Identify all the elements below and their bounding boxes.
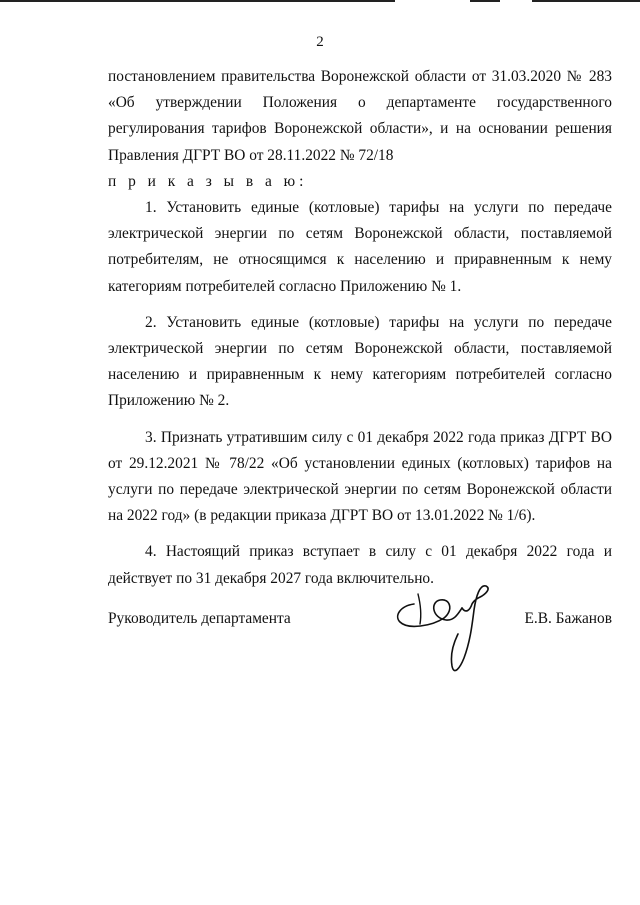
document-body (108, 64, 612, 592)
scan-edge-line (532, 0, 640, 2)
scan-edge-line (0, 0, 395, 2)
intro-paragraph: постановлением правительства Воронежской области от 31.03.2020 № 283 «Об утверждении Положения о департаменте государственного регулирования тарифов Воронежской области», и на основании решения Правления ДГРТ ВО от 28.11.2022 № 72/18 (108, 68, 612, 164)
signature-block (108, 608, 612, 638)
order-item-3: 3. Признать утратившим силу с 01 декабря 2022 года приказ ДГРТ ВО от 29.12.2021 № 78/22 «Об установлении единых (котловых) тарифов на услуги по передаче электрической энергии по сетям Воронежской области на 2022 год» (в редакции приказа ДГРТ ВО от 13.01.2022 № 1/6). (108, 428, 612, 525)
signatory-name: Е.В. Бажанов (524, 610, 612, 627)
handwritten-signature (392, 580, 502, 680)
order-item-1: 1. Установить единые (котловые) тарифы на услуги по передаче электрической энергии по сетям Воронежской области, поставляемой потребителям, не относящимся к населению и приравненным к нему категориям потребителей согласно Приложению № 1. (108, 199, 612, 295)
order-item-4: 4. Настоящий приказ вступает в силу с 01 декабря 2022 года и действует по 31 декабря 2027 года включительно. (108, 543, 612, 587)
signatory-role: Руководитель департамента (108, 610, 291, 627)
order-item-2: 2. Установить единые (котловые) тарифы на услуги по передаче электрической энергии по сетям Воронежской области, поставляемой населению и приравненным к нему категориям потребителей согласно Приложению № 2. (108, 313, 612, 410)
order-word: п р и к а з ы в а ю: (108, 172, 308, 190)
page-number: 2 (316, 34, 324, 50)
scan-edge-line (470, 0, 500, 2)
